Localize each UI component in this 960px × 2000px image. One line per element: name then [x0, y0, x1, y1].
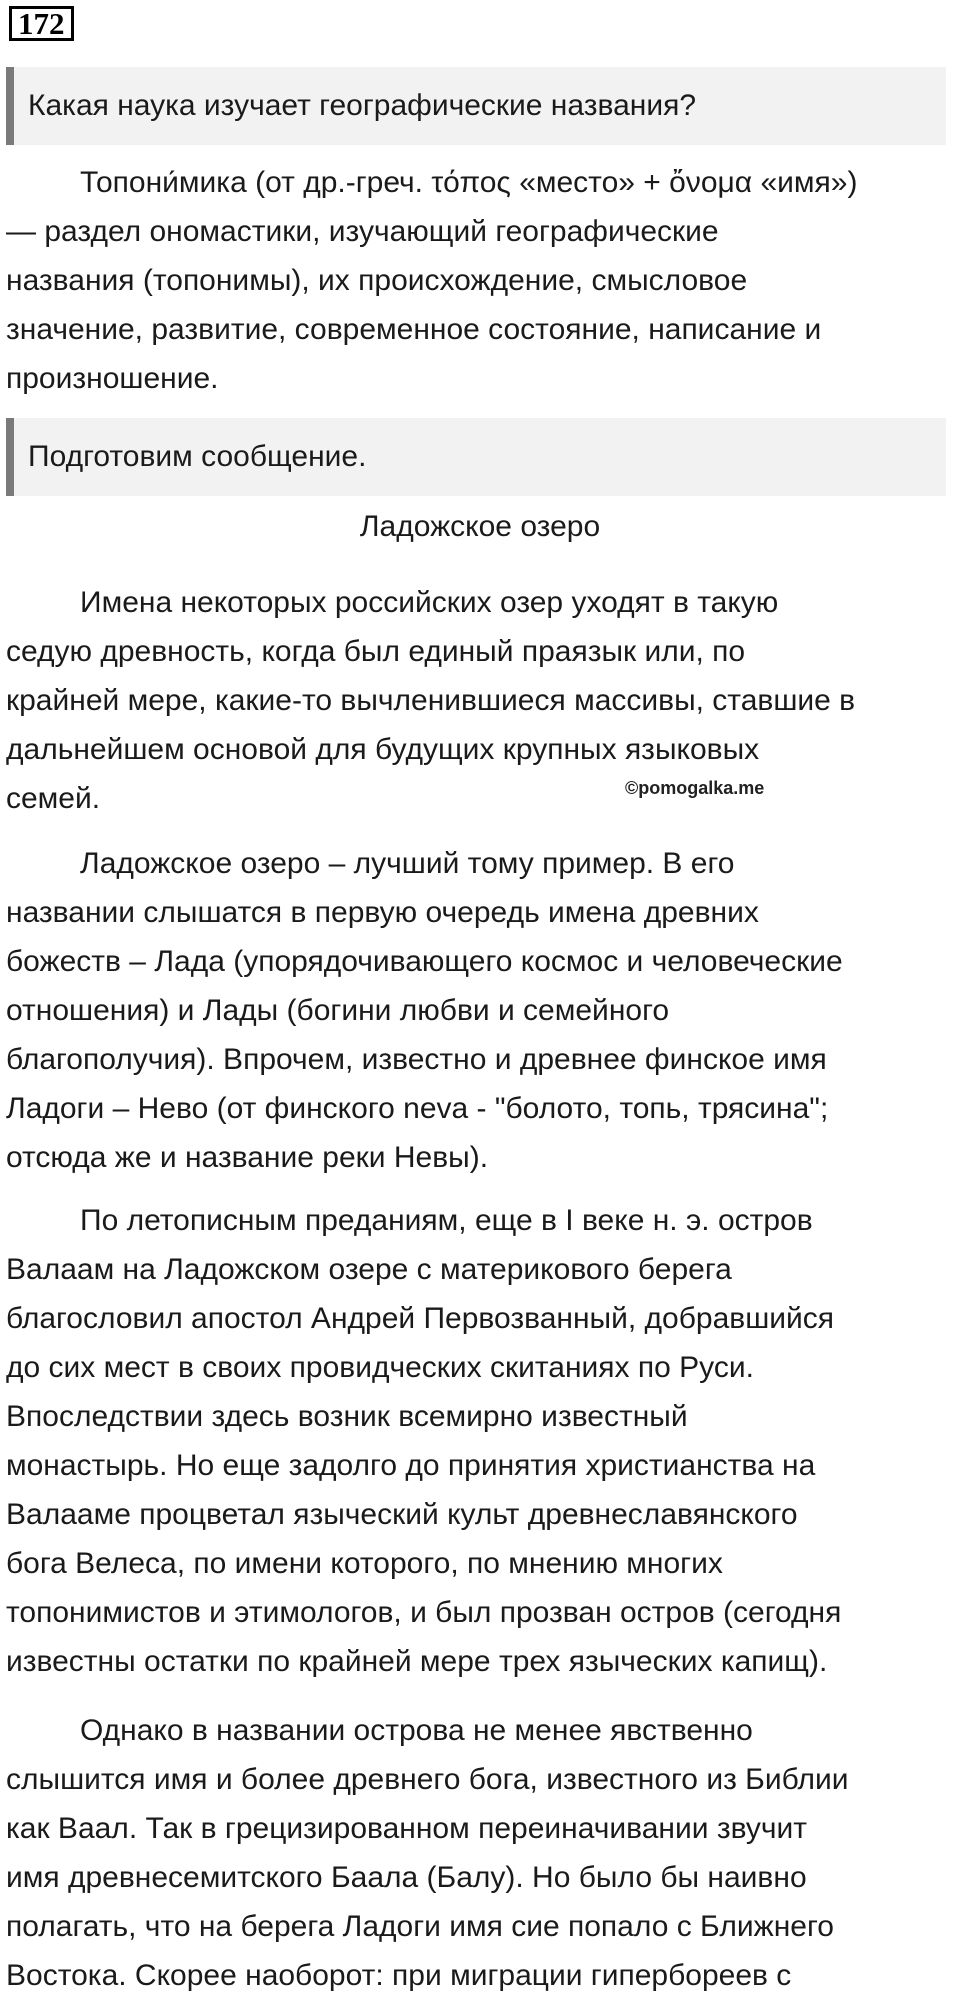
paragraph-3	[6, 1196, 950, 1686]
paragraph-4-line: слышится имя и более древнего бога, известного из Библии	[6, 1763, 849, 1796]
paragraph-3-line: топонимистов и этимологов, и был прозван остров (сегодня	[6, 1596, 842, 1629]
paragraph-2-line: отсюда же и название реки Невы).	[6, 1141, 489, 1174]
paragraph-3-line: Впоследствии здесь возник всемирно известный	[6, 1400, 688, 1433]
question-1-text: Какая наука изучает географические названия?	[28, 89, 697, 122]
answer-1-line: названия (топонимы), их происхождение, смысловое	[6, 264, 748, 297]
question-bar-2	[6, 418, 946, 496]
question-bar-1	[6, 67, 946, 145]
paragraph-2-line: отношения) и Лады (богини любви и семейного	[6, 994, 670, 1027]
essay-title: Ладожское озеро	[359, 510, 601, 543]
question-2-text: Подготовим сообщение.	[28, 440, 367, 473]
paragraph-3-line: Валааме процветал языческий культ древнеславянского	[6, 1498, 798, 1531]
paragraph-3-line: благословил апостол Андрей Первозванный, добравшийся	[6, 1302, 835, 1335]
paragraph-4	[6, 1706, 950, 2000]
answer-1-line: значение, развитие, современное состояние, написание и	[6, 313, 822, 346]
answer-1-line: — раздел ономастики, изучающий географические	[6, 215, 719, 248]
paragraph-3-line: По летописным преданиям, еще в I веке н. э. остров	[80, 1204, 813, 1237]
paragraph-3-line: до сих мест в своих провидческих скитаниях по Руси.	[6, 1351, 754, 1384]
paragraph-4-line: как Ваал. Так в грецизированном переиначивании звучит	[6, 1812, 807, 1845]
paragraph-2-line: благополучия). Впрочем, известно и древнее финское имя	[6, 1043, 827, 1076]
paragraph-3-line: Валаам на Ладожском озере с материкового берега	[6, 1253, 732, 1286]
paragraph-2-line: названии слышатся в первую очередь имена древних	[6, 896, 759, 929]
paragraph-1-line: дальнейшем основой для будущих крупных языковых	[6, 733, 760, 766]
paragraph-2-line: Ладожское озеро – лучший тому пример. В его	[80, 847, 735, 880]
answer-1-line: Топони́мика (от др.-греч. τόπος «место» + ὄνομα «имя»)	[80, 166, 858, 199]
watermark: ©pomogalka.me	[625, 778, 765, 798]
paragraph-3-line: бога Велеса, по имени которого, по мнению многих	[6, 1547, 723, 1580]
answer-1-line: произношение.	[6, 362, 219, 395]
paragraph-1-line: седую древность, когда был единый праязык или, по	[6, 635, 746, 668]
task-number-badge: 172	[9, 6, 74, 41]
paragraph-1-line: крайней мере, какие-то вычленившиеся массивы, ставшие в	[6, 684, 856, 717]
paragraph-3-line: известны остатки по крайней мере трех языческих капищ).	[6, 1645, 828, 1678]
paragraph-1-line: Имена некоторых российских озер уходят в такую	[80, 586, 779, 619]
paragraph-2-line: божеств – Лада (упорядочивающего космос и человеческие	[6, 945, 843, 978]
paragraph-1	[6, 578, 950, 823]
paragraph-3-line: монастырь. Но еще задолго до принятия христианства на	[6, 1449, 816, 1482]
paragraph-1-line: семей.	[6, 782, 101, 815]
paragraph-4-line: Востока. Скорее наоборот: при миграции гипербореев с	[6, 1959, 792, 1992]
paragraph-4-line: Однако в названии острова не менее явственно	[80, 1714, 753, 1747]
answer-1-paragraph	[6, 158, 950, 403]
paragraph-4-line: полагать, что на берега Ладоги имя сие попало с Ближнего	[6, 1910, 834, 1943]
paragraph-2-line: Ладоги – Нево (от финского neva - "болото, топь, трясина";	[6, 1092, 829, 1125]
paragraph-4-line: имя древнесемитского Баала (Балу). Но было бы наивно	[6, 1861, 807, 1894]
paragraph-2	[6, 839, 950, 1182]
